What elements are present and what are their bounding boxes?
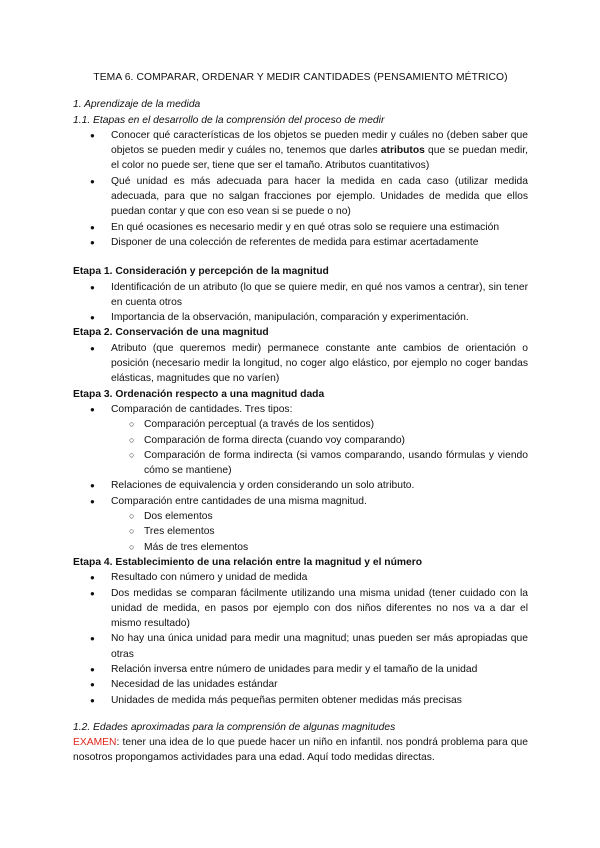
bullet-list — [73, 570, 528, 708]
bullet-list — [73, 478, 528, 509]
list-item: ● Resultado con número y unidad de medida — [73, 570, 528, 585]
section-subheading: 1.2. Edades aproximadas para la comprensión de algunas magnitudes — [73, 721, 396, 733]
list-item: ● Relación inversa entre número de unidades para medir y el tamaño de la unidad — [73, 662, 528, 677]
document-page — [73, 70, 528, 766]
list-item: ● Importancia de la observación, manipulación, comparación y experimentación. — [73, 310, 528, 325]
sub-list-item: ○ Comparación de forma directa (cuando voy comparando) — [73, 433, 528, 448]
list-item: ● No hay una única unidad para medir una magnitud; unas pueden ser más apropiadas que otras — [73, 631, 528, 662]
sub-bullet-list — [73, 509, 528, 555]
exam-label: EXAMEN — [73, 737, 117, 749]
list-item: ● Relaciones de equivalencia y orden considerando un solo atributo. — [73, 478, 528, 493]
sub-bullet-list — [73, 417, 528, 478]
exam-note — [73, 735, 528, 766]
bold-keyword: atributos — [380, 145, 425, 157]
section-subheading: 1.1. Etapas en el desarrollo de la comprensión del proceso de medir — [73, 114, 385, 126]
list-item — [73, 128, 528, 174]
list-item: ● Comparación de cantidades. Tres tipos: — [73, 402, 528, 417]
section-heading: 1. Aprendizaje de la medida — [73, 99, 201, 111]
stage-heading: Etapa 4. Establecimiento de una relación entre la magnitud y el número — [73, 556, 423, 568]
exam-text: : tener una idea de lo que puede hacer un niño en infantil. nos pondrá problema para que nosotros propongamos actividades para una edad. Aquí todo medidas directas. — [73, 737, 528, 764]
list-item: ● Identificación de un atributo (lo que se quiere medir, en qué nos vamos a centrar), sin tener en cuenta otros — [73, 280, 528, 311]
list-item: ● Atributo (que queremos medir) permanece constante ante cambios de orientación o posición (necesario medir la longitud, no coger algo elástico, por ejemplo no coger bandas elásticas, magnitudes que no varíen) — [73, 341, 528, 387]
list-item: ● En qué ocasiones es necesario medir y en qué otras solo se requiere una estimación — [73, 220, 528, 235]
stage-heading: Etapa 1. Consideración y percepción de la magnitud — [73, 266, 329, 278]
bullet-list — [73, 402, 528, 417]
sub-list-item: ○ Dos elementos — [73, 509, 528, 524]
sub-list-item: ○ Comparación perceptual (a través de los sentidos) — [73, 417, 528, 432]
list-item-text: que se puedan medir, el color no puede ser, tiene que ser el tamaño. Atributos cuantitativos) — [111, 145, 528, 172]
stage-heading: Etapa 2. Conservación de una magnitud — [73, 327, 269, 339]
list-item: ● Comparación entre cantidades de una misma magnitud. — [73, 494, 528, 509]
sub-list-item: ○ Más de tres elementos — [73, 540, 528, 555]
sub-list-item: ○ Tres elementos — [73, 524, 528, 539]
page-title: TEMA 6. COMPARAR, ORDENAR Y MEDIR CANTIDADES (PENSAMIENTO MÉTRICO) — [93, 72, 508, 83]
list-item: ● Unidades de medida más pequeñas permiten obtener medidas más precisas — [73, 693, 528, 708]
bullet-list — [73, 341, 528, 387]
list-item: ● Disponer de una colección de referentes de medida para estimar acertadamente — [73, 235, 528, 250]
list-item: ● Qué unidad es más adecuada para hacer la medida en cada caso (utilizar medida adecuada, para que no salgan fracciones por ejemplo. Unidades de medida que ellos puedan contar y que con eso vean si se puede o no) — [73, 174, 528, 220]
list-item: ● Necesidad de las unidades estándar — [73, 677, 528, 692]
list-item: ● Dos medidas se comparan fácilmente utilizando una misma unidad (tener cuidado con la unidad de medida, en pasos por ejemplo con dos niños diferentes no nos va a dar el mismo resultado) — [73, 586, 528, 632]
sub-list-item: ○ Comparación de forma indirecta (si vamos comparando, usando fórmulas y viendo cómo se mantiene) — [73, 448, 528, 479]
list-item-text: Conocer qué características de los objetos se pueden medir y cuáles no (deben saber que objetos se pueden medir y cuáles no, tenemos que darles — [111, 129, 528, 157]
bullet-list — [73, 128, 528, 250]
stage-heading: Etapa 3. Ordenación respecto a una magnitud dada — [73, 388, 325, 400]
bullet-list — [73, 280, 528, 326]
